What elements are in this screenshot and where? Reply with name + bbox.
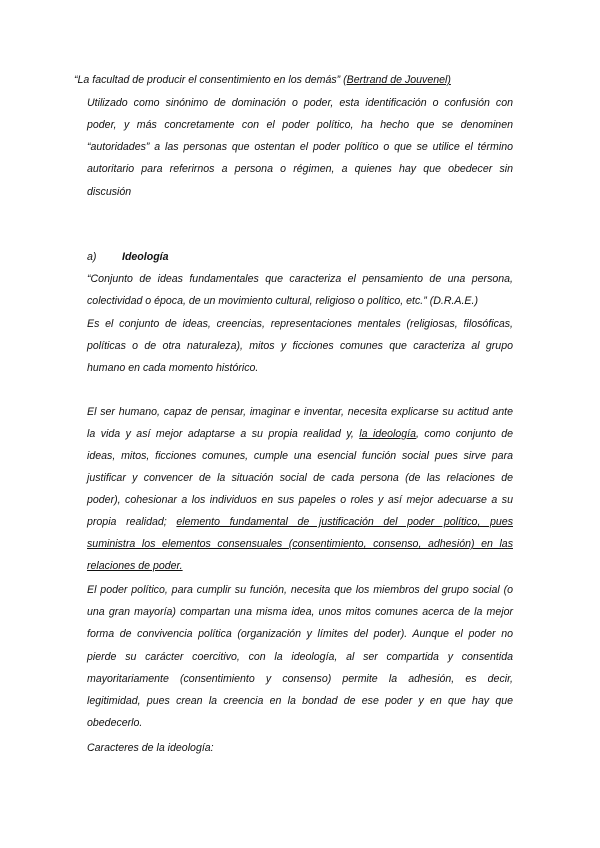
para1-line: “autoridades” a las personas que ostentan el poder político o que se utilice el término [87, 141, 513, 153]
para3-line: la vida y así mejor adaptarse a su propia realidad y, la ideología, como conjunto de [87, 428, 513, 440]
para1-line: poder, y más concretamente con el poder político, ha hecho que se denominen [87, 119, 513, 131]
para4-line: El poder político, para cumplir su función, necesita que los miembros del grupo social (o [87, 584, 513, 596]
para3-line: ideas, mitos, ficciones comunes, cumple una esencial función social pues sirve para [87, 450, 513, 462]
para4-line: obedecerlo. [87, 717, 143, 729]
underlined-text: elemento fundamental de justificación del poder político, pues [176, 516, 513, 528]
para2-line: Es el conjunto de ideas, creencias, representaciones mentales (religiosas, filosóficas, [87, 318, 513, 330]
para2-line: humano en cada momento histórico. [87, 362, 259, 374]
quote-text: “La facultad de producir el consentimiento en los demás” [74, 74, 341, 86]
para3-line: suministra los elementos consensuales (consentimiento, consenso, adhesión) en las [87, 538, 513, 550]
para1-line: Utilizado como sinónimo de dominación o poder, esta identificación o confusión con [87, 97, 513, 109]
para4-line: forma de convivencia política (organización y límites del poder). Aunque el poder no [87, 628, 513, 640]
definition-line: colectividad o época, de un movimiento cultural, religioso o político, etc.” (D.R.A.E.) [87, 295, 478, 307]
definition-line: “Conjunto de ideas fundamentales que caracteriza el pensamiento de una persona, [87, 273, 513, 285]
para4-line: pierde su carácter coercitivo, con la ideología, al ser compartida y consentida [87, 651, 513, 663]
ideologia-link-text: la ideología [359, 428, 416, 440]
para3-line: poder), cohesionar a los individuos en sus papeles o roles y así mejor adecuarse a su [87, 494, 513, 506]
para4-line: legitimidad, pues crean la creencia en la bondad de ese poder y en que hay que [87, 695, 513, 707]
caracteres-heading: Caracteres de la ideología: [87, 742, 214, 754]
para3-line: relaciones de poder. [87, 560, 183, 572]
para4-line: mayoritariamente (consentimiento y consenso) permite la adhesión, es decir, [87, 673, 513, 685]
para1-line: discusión [87, 186, 132, 198]
section-marker: a) [87, 251, 97, 263]
para1-line: autoritario para referirnos a persona o régimen, a quienes hay que obedecer sin [87, 163, 513, 175]
section-title: Ideología [122, 251, 169, 263]
opening-quote [74, 74, 451, 86]
para4-line: una gran mayoría) compartan una misma idea, unos mitos comunes acerca de la mejor [87, 606, 513, 618]
para3-line: propia realidad; elemento fundamental de justificación del poder político, pues [87, 516, 513, 528]
quote-author: (Bertrand de Jouvenel) [343, 74, 451, 86]
para2-line: políticas o de otra naturaleza), mitos y ficciones comunes que caracteriza al grupo [87, 340, 513, 352]
para3-line: El ser humano, capaz de pensar, imaginar e inventar, necesita explicarse su actitud ante [87, 406, 513, 418]
para3-line: justificar y convencer de la situación social de cada persona (de las relaciones de [87, 472, 513, 484]
